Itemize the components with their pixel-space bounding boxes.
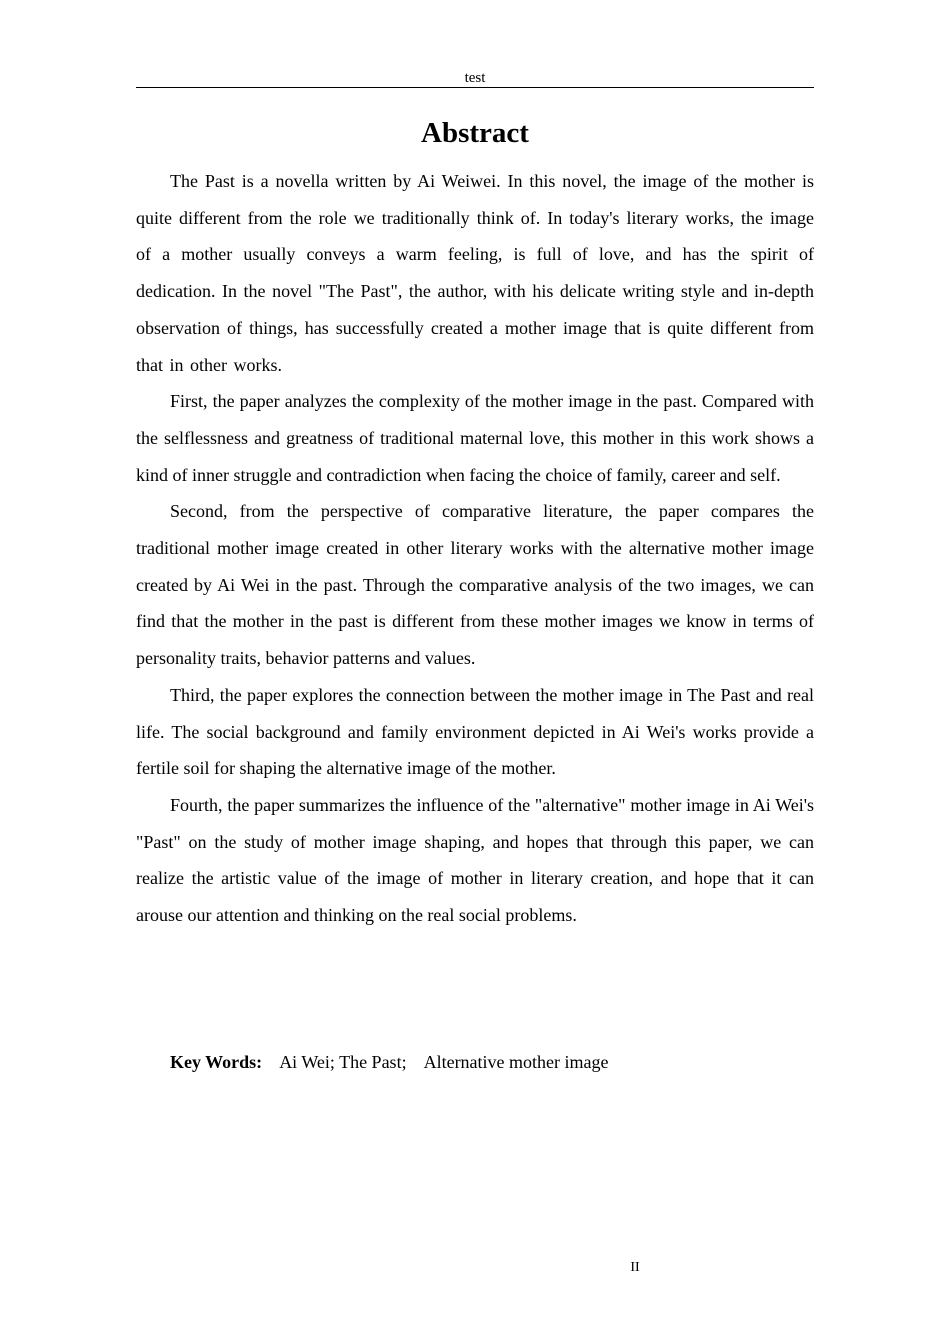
abstract-title: Abstract bbox=[421, 117, 529, 149]
abstract-paragraph-4: Third, the paper explores the connection between the mother image in The Past and real life. The social background and family environment depicted in Ai Wei's works provide a fertile soil for shaping the alternative image of the mother. bbox=[136, 684, 814, 779]
abstract-paragraph-3: Second, from the perspective of comparative literature, the paper compares the traditional mother image created in other literary works with the alternative mother image created by Ai Wei in the past. Through the comparative analysis of the two images, we can find that the mother in the past is different from these mother images we know in terms of personality traits, behavior patterns and values. bbox=[136, 501, 814, 669]
page-number: II bbox=[630, 1260, 640, 1275]
keywords-value: Ai Wei; The Past; Alternative mother image bbox=[279, 1052, 609, 1072]
keywords-label: Key Words: bbox=[170, 1052, 263, 1072]
running-header: test bbox=[136, 69, 814, 88]
abstract-paragraph-5: Fourth, the paper summarizes the influence of the "alternative" mother image in Ai Wei's "Past" on the study of mother image shaping, and hopes that through this paper, we can realize the artistic value of the image of mother in literary creation, and hope that it can arouse our attention and thinking on the real social problems. bbox=[136, 794, 814, 926]
abstract-paragraph-2: First, the paper analyzes the complexity of the mother image in the past. Compared with the selflessness and greatness of traditional maternal love, this mother in this work shows a kind of inner struggle and contradiction when facing the choice of family, career and self. bbox=[136, 391, 814, 485]
abstract-body bbox=[136, 163, 814, 934]
keywords-line bbox=[170, 1044, 609, 1080]
abstract-paragraph-1: The Past is a novella written by Ai Weiwei. In this novel, the image of the mother is quite different from the role we traditionally think of. In today's literary works, the image of a mother usually conveys a warm feeling, is full of love, and has the spirit of dedication. In the novel "The Past", the author, with his delicate writing style and in-depth observation of things, has successfully created a mother image that is quite different from that in other works. bbox=[136, 171, 814, 375]
